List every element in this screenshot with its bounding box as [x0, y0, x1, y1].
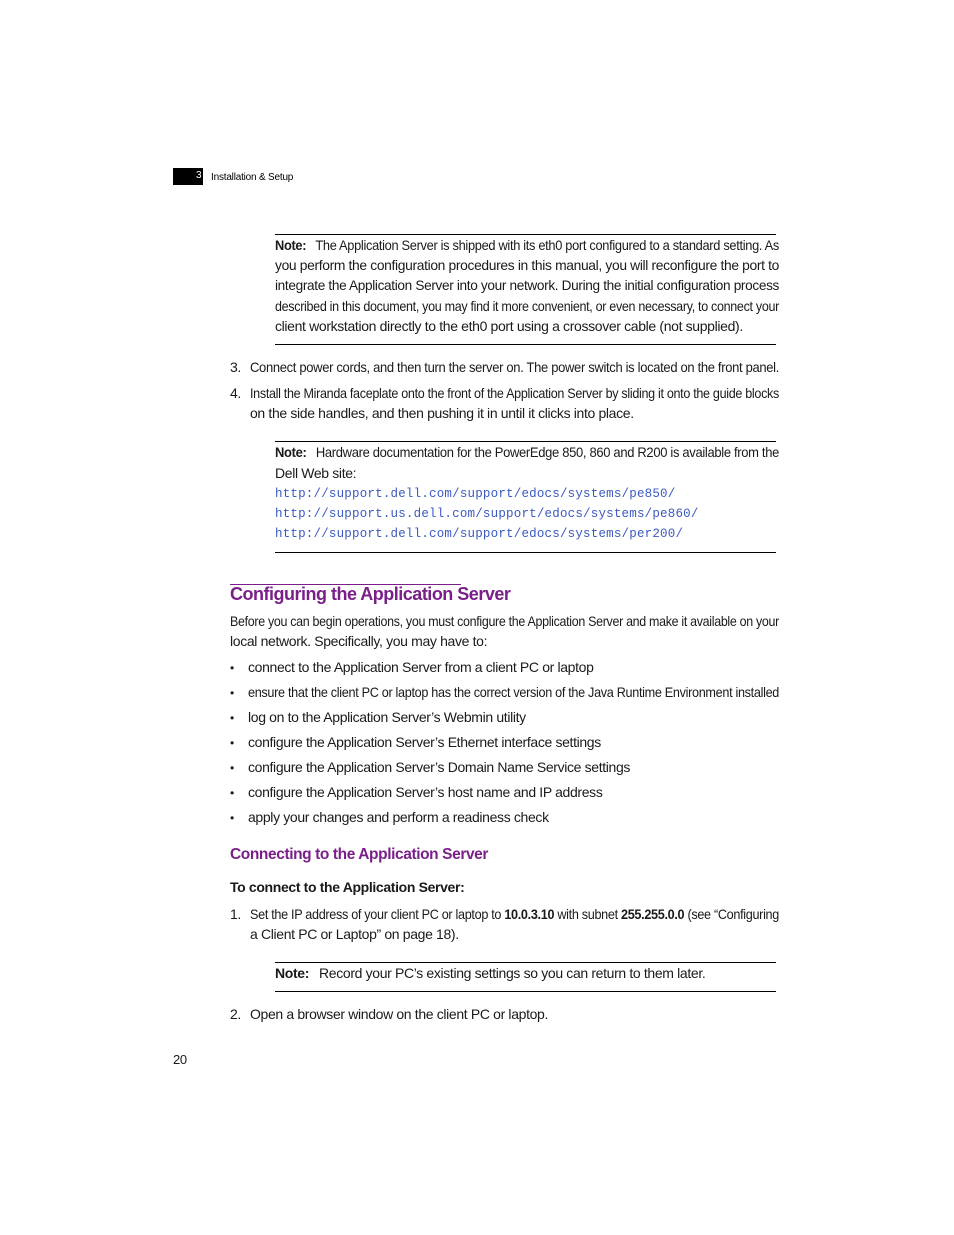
- bullet-item: log on to the Application Server’s Webmin utility: [248, 709, 526, 725]
- step-text: [250, 904, 779, 924]
- bullet-icon: •: [230, 786, 234, 800]
- step-text-part: with subnet: [554, 906, 622, 922]
- note-line: client workstation directly to the eth0 port using a crossover cable (not supplied).: [275, 318, 743, 334]
- step-text: Open a browser window on the client PC or laptop.: [250, 1006, 549, 1022]
- note-bottom-rule: [275, 991, 776, 992]
- bullet-icon: •: [230, 661, 234, 675]
- bullet-item: ensure that the client PC or laptop has the correct version of the Java Runtime Environment installed: [248, 684, 780, 700]
- bullet-item: connect to the Application Server from a client PC or laptop: [248, 659, 594, 675]
- bullet-icon: •: [230, 711, 234, 725]
- note-line: integrate the Application Server into your network. During the initial configuration process: [275, 277, 780, 293]
- note-line: [275, 963, 705, 983]
- dell-link-per200[interactable]: http://support.dell.com/support/edocs/systems/per200/: [275, 527, 684, 541]
- intro-paragraph: Before you can begin operations, you must configure the Application Server and make it available on your: [230, 613, 780, 629]
- step-text: Install the Miranda faceplate onto the front of the Application Server by sliding it onto the guide blocks: [250, 385, 779, 401]
- section-heading: Configuring the Application Server: [230, 584, 511, 604]
- step-text: on the side handles, and then pushing it in until it clicks into place.: [250, 405, 634, 421]
- step-number: 3.: [230, 359, 241, 375]
- bullet-icon: •: [230, 811, 234, 825]
- bullet-item: configure the Application Server’s Ethernet interface settings: [248, 734, 601, 750]
- note-line: Dell Web site:: [275, 465, 357, 481]
- step-text-part: Set the IP address of your client PC or laptop to: [250, 906, 505, 922]
- dell-link-pe860[interactable]: http://support.us.dell.com/support/edocs/systems/pe860/: [275, 507, 699, 521]
- note-line: [275, 442, 779, 462]
- note-label: Note:: [275, 237, 307, 253]
- note-text: Hardware documentation for the PowerEdge 850, 860 and R200 is available from the: [315, 444, 779, 460]
- subnet-value: 255.255.0.0: [621, 906, 685, 922]
- running-header: Installation & Setup: [211, 172, 294, 183]
- bullet-icon: •: [230, 686, 234, 700]
- ip-address-value: 10.0.3.10: [504, 906, 555, 922]
- step-text: a Client PC or Laptop” on page 18).: [250, 926, 459, 942]
- step-text: Connect power cords, and then turn the server on. The power switch is located on the front panel.: [250, 359, 780, 375]
- intro-paragraph: local network. Specifically, you may have to:: [230, 633, 488, 649]
- note-bottom-rule: [275, 552, 776, 553]
- note-text: The Application Server is shipped with its eth0 port configured to a standard setting. As: [315, 237, 780, 253]
- step-number: 2.: [230, 1006, 241, 1022]
- note-text: Record your PC’s existing settings so you can return to them later.: [319, 965, 706, 981]
- page-number: 20: [173, 1052, 187, 1067]
- procedure-title: To connect to the Application Server:: [230, 879, 465, 895]
- bullet-item: configure the Application Server’s Domain Name Service settings: [248, 759, 631, 775]
- dell-link-pe850[interactable]: http://support.dell.com/support/edocs/systems/pe850/: [275, 487, 676, 501]
- bullet-icon: •: [230, 761, 234, 775]
- note-bottom-rule: [275, 344, 776, 345]
- bullet-icon: •: [230, 736, 234, 750]
- step-number: 4.: [230, 385, 241, 401]
- note-line: [275, 235, 779, 255]
- note-line: you perform the configuration procedures in this manual, you will reconfigure the port to: [275, 257, 779, 273]
- subsection-heading: Connecting to the Application Server: [230, 846, 489, 863]
- bullet-item: configure the Application Server’s host name and IP address: [248, 784, 603, 800]
- note-label: Note:: [275, 444, 307, 460]
- note-label: Note:: [275, 965, 310, 981]
- bullet-item: apply your changes and perform a readiness check: [248, 809, 549, 825]
- step-number: 1.: [230, 906, 241, 922]
- step-text-part: (see “Configuring: [684, 906, 779, 922]
- note-line: described in this document, you may find it more convenient, or even necessary, to connect your: [275, 298, 779, 314]
- chapter-number: 3: [196, 170, 202, 181]
